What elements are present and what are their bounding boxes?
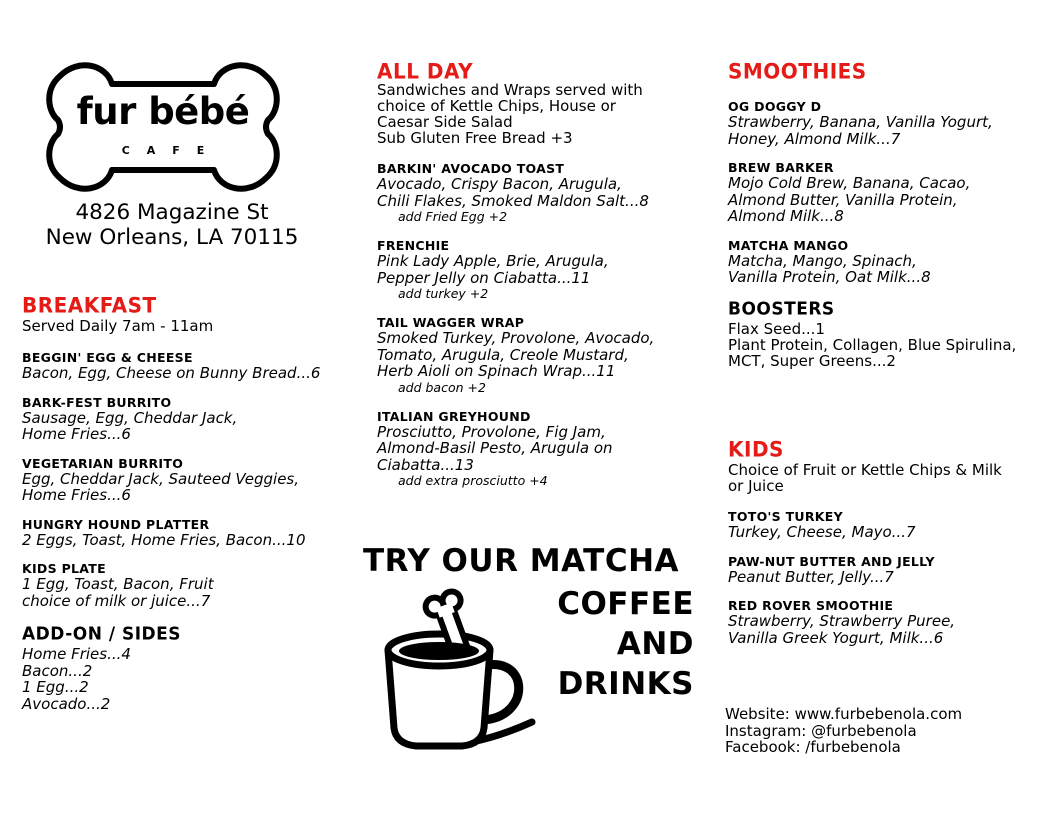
smoothies-section bbox=[728, 60, 1048, 369]
item-desc: Home Fries...6 bbox=[22, 425, 131, 443]
breakfast-title: BREAKFAST bbox=[22, 292, 157, 318]
breakfast-section bbox=[22, 294, 342, 712]
menu-item bbox=[22, 351, 342, 382]
item-name: BARKIN' AVOCADO TOAST bbox=[377, 161, 565, 176]
booster-line: MCT, Super Greens...2 bbox=[728, 351, 896, 370]
item-name: BREW BARKER bbox=[728, 160, 834, 175]
item-desc: Egg, Cheddar Jack, Sauteed Veggies, bbox=[22, 469, 300, 488]
breakfast-note: Served Daily 7am - 11am bbox=[22, 317, 214, 335]
promo-line-1: TRY OUR MATCHA bbox=[363, 543, 680, 579]
item-desc: Pink Lady Apple, Brie, Arugula, bbox=[377, 252, 609, 270]
menu-item bbox=[728, 161, 1048, 225]
cafe-logo bbox=[20, 62, 306, 192]
promo-line-3: AND bbox=[616, 626, 694, 662]
promo-line-2: COFFEE bbox=[557, 586, 694, 622]
item-desc: Sausage, Egg, Cheddar Jack, bbox=[22, 408, 238, 427]
item-desc: Peanut Butter, Jelly...7 bbox=[728, 567, 894, 586]
item-name: TAIL WAGGER WRAP bbox=[377, 315, 525, 330]
item-desc: Chili Flakes, Smoked Maldon Salt...8 bbox=[377, 191, 649, 210]
booster-line: Flax Seed...1 bbox=[728, 319, 825, 338]
menu-item bbox=[377, 316, 707, 396]
address bbox=[22, 200, 322, 250]
menu-item bbox=[22, 396, 342, 443]
coffee-mug-icon bbox=[382, 588, 542, 752]
item-name: HUNGRY HOUND PLATTER bbox=[22, 516, 210, 532]
contact-info bbox=[725, 706, 1045, 756]
item-desc: Home Fries...6 bbox=[22, 486, 131, 504]
item-addon: add Fried Egg +2 bbox=[398, 209, 508, 224]
menu-item bbox=[728, 239, 1048, 286]
menu-item bbox=[22, 457, 342, 504]
kids-title: KIDS bbox=[728, 436, 784, 462]
item-desc: Ciabatta...13 bbox=[377, 455, 474, 474]
item-desc: Herb Aioli on Spinach Wrap...11 bbox=[377, 362, 616, 380]
all-day-intro: Caesar Side Salad bbox=[377, 113, 513, 131]
item-desc: Almond Butter, Vanilla Protein, bbox=[728, 190, 958, 209]
item-desc: Mojo Cold Brew, Banana, Cacao, bbox=[728, 174, 971, 192]
item-desc: Strawberry, Strawberry Puree, bbox=[728, 612, 956, 630]
facebook-link[interactable]: Facebook: /furbebenola bbox=[725, 738, 901, 756]
address-line-2: New Orleans, LA 70115 bbox=[45, 225, 299, 250]
item-addon: add extra prosciutto +4 bbox=[398, 473, 548, 488]
item-addon: add turkey +2 bbox=[398, 286, 489, 301]
item-desc: Prosciutto, Provolone, Fig Jam, bbox=[377, 422, 606, 441]
website-link[interactable]: Website: www.furbebenola.com bbox=[725, 705, 963, 723]
item-desc: Vanilla Protein, Oat Milk...8 bbox=[728, 268, 931, 286]
boosters-title: BOOSTERS bbox=[728, 298, 835, 319]
menu-item bbox=[22, 518, 342, 549]
side-item: Home Fries...4 bbox=[22, 645, 131, 663]
item-name: KIDS PLATE bbox=[22, 561, 106, 576]
item-name: PAW-NUT BUTTER AND JELLY bbox=[728, 553, 935, 569]
kids-intro: or Juice bbox=[728, 477, 784, 495]
item-desc: Avocado, Crispy Bacon, Arugula, bbox=[377, 175, 622, 193]
item-desc: choice of milk or juice...7 bbox=[22, 591, 211, 610]
item-desc: Bacon, Egg, Cheese on Bunny Bread...6 bbox=[22, 364, 321, 382]
all-day-title: ALL DAY bbox=[377, 58, 474, 84]
item-desc: Tomato, Arugula, Creole Mustard, bbox=[377, 345, 629, 364]
item-name: MATCHA MANGO bbox=[728, 237, 849, 253]
item-name: BARK-FEST BURRITO bbox=[22, 394, 172, 410]
item-name: RED ROVER SMOOTHIE bbox=[728, 598, 894, 613]
menu-item bbox=[728, 599, 1048, 646]
item-desc: Honey, Almond Milk...7 bbox=[728, 129, 901, 148]
all-day-intro: Sandwiches and Wraps served with bbox=[377, 81, 643, 99]
item-desc: Pepper Jelly on Ciabatta...11 bbox=[377, 268, 591, 287]
instagram-link[interactable]: Instagram: @furbebenola bbox=[725, 721, 917, 740]
item-desc: Strawberry, Banana, Vanilla Yogurt, bbox=[728, 113, 993, 131]
menu-item bbox=[377, 410, 707, 490]
item-desc: Almond Milk...8 bbox=[728, 207, 844, 225]
item-desc: 1 Egg, Toast, Bacon, Fruit bbox=[22, 575, 214, 593]
side-item: Avocado...2 bbox=[22, 694, 111, 713]
logo-subtitle: CAFE bbox=[121, 144, 222, 157]
item-name: ITALIAN GREYHOUND bbox=[377, 408, 531, 424]
kids-intro: Choice of Fruit or Kettle Chips & Milk bbox=[728, 461, 1002, 479]
side-item: Bacon...2 bbox=[22, 661, 93, 680]
item-desc: Matcha, Mango, Spinach, bbox=[728, 251, 917, 270]
item-addon: add bacon +2 bbox=[398, 379, 486, 395]
menu-item bbox=[728, 555, 1048, 586]
kids-section bbox=[728, 438, 1048, 646]
item-desc: Turkey, Cheese, Mayo...7 bbox=[728, 523, 916, 541]
item-name: OG DOGGY D bbox=[728, 99, 822, 114]
side-item: 1 Egg...2 bbox=[22, 678, 89, 696]
promo-line-4: DRINKS bbox=[557, 666, 694, 702]
all-day-section bbox=[377, 60, 707, 489]
all-day-intro: choice of Kettle Chips, House or bbox=[377, 97, 616, 115]
menu-item bbox=[377, 239, 707, 302]
item-name: BEGGIN' EGG & CHEESE bbox=[22, 350, 193, 365]
item-desc: Almond-Basil Pesto, Arugula on bbox=[377, 439, 613, 457]
item-name: VEGETARIAN BURRITO bbox=[22, 455, 184, 471]
menu-item bbox=[728, 100, 1048, 147]
address-line-1: 4826 Magazine St bbox=[75, 200, 269, 225]
smoothies-title: SMOOTHIES bbox=[728, 58, 867, 84]
menu-item bbox=[22, 562, 342, 609]
logo-name: fur bébé bbox=[76, 90, 250, 133]
item-name: FRENCHIE bbox=[377, 238, 450, 253]
item-desc: Smoked Turkey, Provolone, Avocado, bbox=[377, 329, 655, 347]
all-day-intro: Sub Gluten Free Bread +3 bbox=[377, 129, 573, 147]
menu-item bbox=[728, 510, 1048, 541]
menu-item bbox=[377, 162, 707, 225]
item-name: TOTO'S TURKEY bbox=[728, 509, 843, 524]
item-desc: Vanilla Greek Yogurt, Milk...6 bbox=[728, 628, 944, 647]
booster-line: Plant Protein, Collagen, Blue Spirulina, bbox=[728, 335, 1017, 354]
item-desc: 2 Eggs, Toast, Home Fries, Bacon...10 bbox=[22, 530, 306, 549]
sides-title: ADD-ON / SIDES bbox=[22, 623, 182, 645]
